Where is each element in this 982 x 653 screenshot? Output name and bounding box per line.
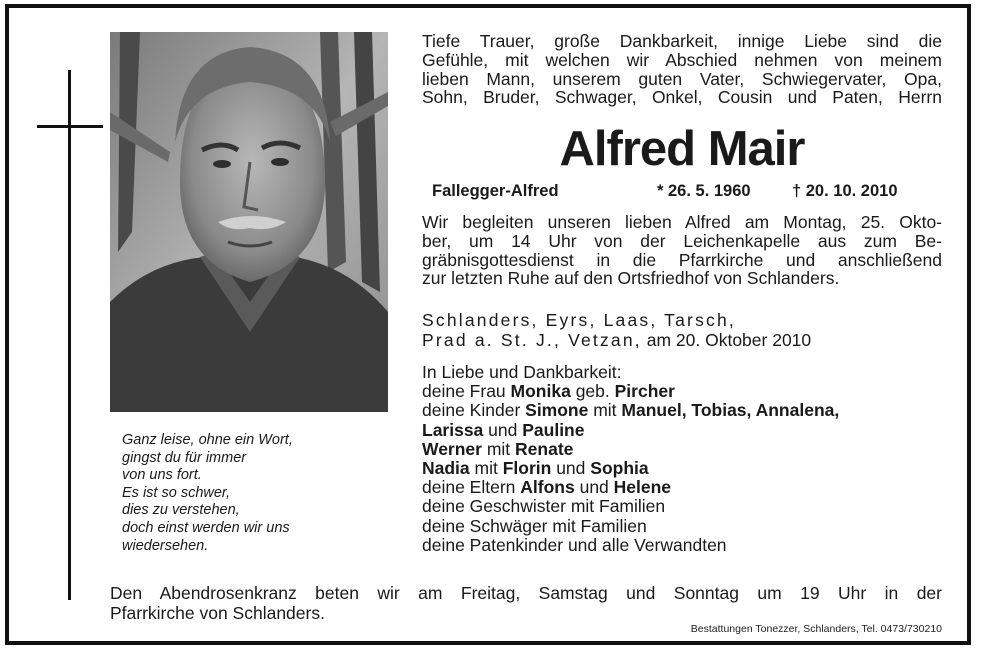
- poem-line: gingst du für immer: [122, 449, 247, 466]
- family-line: [422, 478, 942, 497]
- funeral-home-credit: Bestattungen Tonezzer, Schlanders, Tel. 0473/730210: [690, 623, 942, 635]
- family-text: deine Kinder: [422, 400, 526, 421]
- family-line: deine Schwäger mit Familien: [422, 515, 647, 536]
- intro-line: lieben Mann, unserem guten Vater, Schwiegervater, Opa,: [422, 68, 942, 89]
- portrait-photo-graphic: [110, 32, 388, 412]
- poem-line: Ganz leise, ohne ein Wort,: [122, 432, 293, 448]
- place-names: Prad a. St. J., Vetzan,: [422, 329, 642, 350]
- rosary-line: Den Abendrosenkranz beten wir am Freitag, Samstag und Sonntag um 19 Uhr in der: [110, 583, 942, 603]
- family-name: Florin: [502, 458, 552, 479]
- family-name: Nadia: [422, 458, 470, 479]
- family-text: mit: [469, 458, 503, 479]
- poem-line: von uns fort.: [122, 467, 202, 484]
- deceased-name: Alfred Mair: [559, 122, 805, 176]
- family-name: Simone: [525, 400, 589, 421]
- cross-symbol-vertical: [68, 70, 71, 600]
- family-name: Pircher: [614, 381, 675, 402]
- intro-line: Sohn, Bruder, Schwager, Onkel, Cousin und Paten, Herrn: [422, 87, 942, 108]
- family-name: Alfons: [520, 477, 575, 498]
- family-line: [422, 421, 942, 440]
- family-name: Helene: [613, 477, 672, 498]
- poem-line: Es ist so schwer,: [122, 484, 230, 501]
- family-name: Renate: [515, 438, 574, 459]
- family-name: Larissa: [422, 419, 484, 440]
- family-text: geb.: [570, 381, 615, 402]
- family-name: Monika: [510, 381, 571, 402]
- family-name: Manuel, Tobias, Annalena,: [621, 400, 840, 421]
- family-list: [422, 363, 942, 555]
- funeral-line: gräbnisgottesdienst in die Pfarrkirche und anschließend: [422, 249, 942, 270]
- portrait-photo: [110, 32, 388, 412]
- poem-line: wiedersehen.: [122, 537, 209, 554]
- family-name: Sophia: [590, 458, 649, 479]
- family-line: deine Patenkinder und alle Verwandten: [422, 534, 727, 555]
- family-line: [422, 401, 942, 420]
- notice-date: am 20. Oktober 2010: [646, 329, 812, 350]
- death-date: † 20. 10. 2010: [792, 182, 898, 200]
- cross-symbol-horizontal: [37, 125, 103, 128]
- family-name: Pauline: [522, 419, 585, 440]
- poem: [122, 432, 392, 555]
- intro-paragraph: [422, 32, 942, 107]
- family-text: mit: [588, 400, 622, 421]
- family-text: und: [574, 477, 614, 498]
- family-line: [422, 459, 942, 478]
- family-heading: In Liebe und Dankbarkeit:: [422, 362, 622, 382]
- rosary-line: Pfarrkirche von Schlanders.: [110, 603, 325, 623]
- nickname: Fallegger-Alfred: [432, 182, 559, 200]
- family-text: deine Frau: [422, 381, 511, 402]
- family-line: deine Geschwister mit Familien: [422, 496, 666, 517]
- funeral-line: zur letzten Ruhe auf den Ortsfriedhof von Schlanders.: [422, 268, 840, 289]
- family-text: deine Eltern: [422, 477, 521, 498]
- poem-line: dies zu verstehen,: [122, 502, 240, 519]
- birth-date: * 26. 5. 1960: [657, 182, 751, 200]
- place-line: Schlanders, Eyrs, Laas, Tarsch,: [422, 310, 736, 330]
- rosary-notice: [110, 583, 942, 623]
- family-text: und: [551, 458, 591, 479]
- family-line: [422, 440, 942, 459]
- intro-line: Gefühle, mit welchen wir Abschied nehmen von meinem: [422, 49, 942, 70]
- poem-line: doch einst werden wir uns: [122, 519, 290, 536]
- intro-line: Tiefe Trauer, große Dankbarkeit, innige Liebe sind die: [422, 31, 942, 51]
- family-text: und: [483, 419, 523, 440]
- family-line: [422, 382, 942, 401]
- family-name: Werner: [422, 438, 482, 459]
- funeral-paragraph: [422, 213, 942, 288]
- family-text: mit: [481, 438, 516, 459]
- funeral-line: ber, um 14 Uhr von der Leichenkapelle aus zum Be-: [422, 230, 942, 251]
- funeral-line: Wir begleiten unseren lieben Alfred am Montag, 25. Okto-: [422, 212, 942, 232]
- place-and-date: [422, 311, 811, 350]
- place-line: [422, 331, 811, 351]
